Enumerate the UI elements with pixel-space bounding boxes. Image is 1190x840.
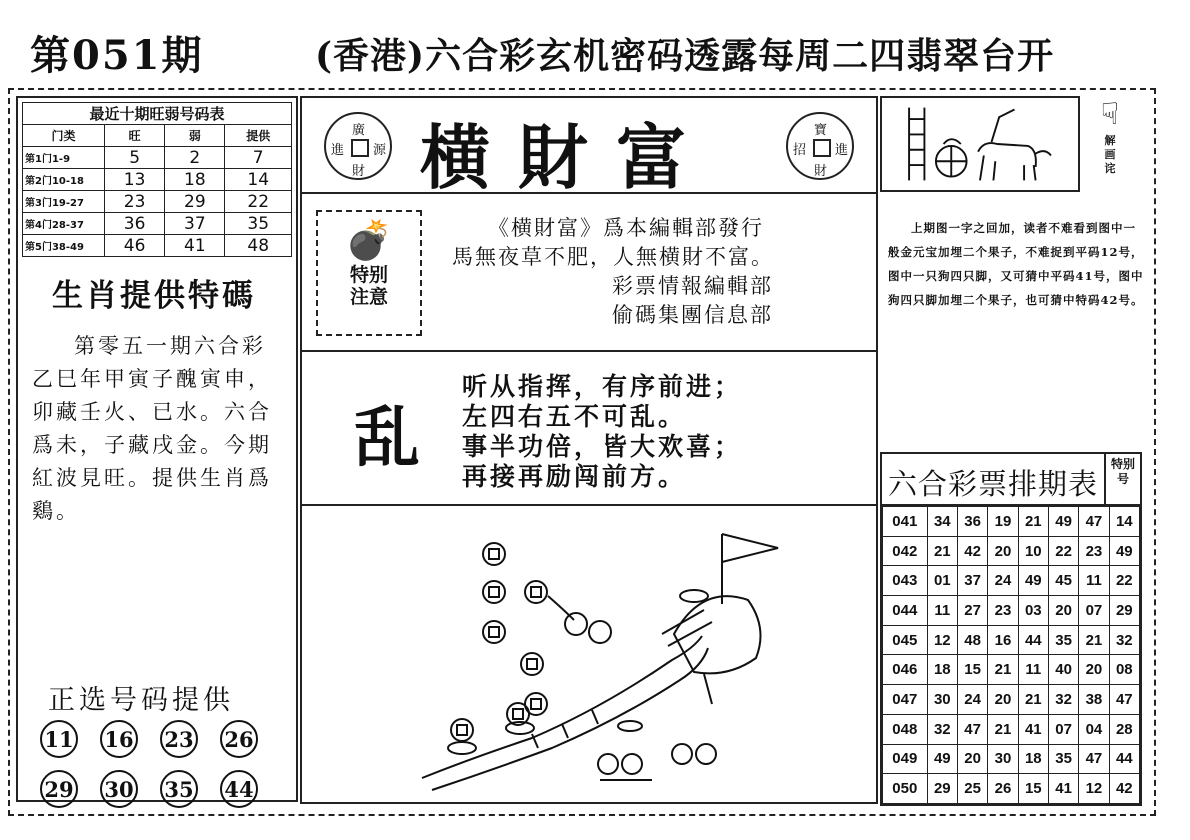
cell: 2	[165, 147, 225, 169]
cell: 5	[105, 147, 165, 169]
column-header: 旺	[105, 125, 165, 147]
draw-number: 01	[927, 566, 957, 596]
special-number: 29	[1109, 596, 1139, 626]
table-row	[883, 596, 1140, 626]
draw-number: 20	[1048, 596, 1078, 626]
middle-column	[300, 96, 878, 804]
cell: 46	[105, 235, 165, 257]
coin-char: 廣	[352, 123, 366, 138]
row-label: 第1门1-9	[23, 147, 105, 169]
draw-number: 24	[957, 685, 987, 715]
issue-number: 046	[883, 655, 928, 685]
number-ball: 44	[220, 770, 258, 808]
poem-lines	[462, 372, 742, 492]
draw-number: 44	[1018, 625, 1048, 655]
column-header: 弱	[165, 125, 225, 147]
issue-number: 042	[883, 536, 928, 566]
header	[30, 18, 1170, 78]
special-number: 28	[1109, 714, 1139, 744]
number-ball: 35	[160, 770, 198, 808]
poem-line: 事半功倍，皆大欢喜；	[462, 432, 743, 461]
table-row	[23, 191, 292, 213]
draw-number: 41	[1048, 774, 1078, 804]
draw-number: 30	[988, 744, 1018, 774]
schedule-title: 六合彩票排期表	[888, 467, 1099, 501]
draw-number: 38	[1079, 685, 1109, 715]
cell: 35	[225, 213, 292, 235]
table-row	[23, 147, 292, 169]
issue-number: 049	[883, 744, 928, 774]
table-caption: 最近十期旺弱号码表	[23, 103, 292, 125]
pointing-hand-icon: ☟	[1100, 97, 1120, 132]
draw-number: 35	[1048, 744, 1078, 774]
draw-number: 23	[988, 596, 1018, 626]
notice-line: 《横財富》爲本編輯部發行	[488, 216, 764, 240]
draw-number: 20	[988, 536, 1018, 566]
cell: 7	[225, 147, 292, 169]
notice-badge	[316, 210, 422, 336]
issue-number: 044	[883, 596, 928, 626]
draw-number: 40	[1048, 655, 1078, 685]
picks-numbers	[40, 720, 280, 808]
poem-section	[302, 354, 876, 506]
draw-number: 16	[988, 625, 1018, 655]
draw-number: 41	[1018, 714, 1048, 744]
issue-number: 043	[883, 566, 928, 596]
cell: 48	[225, 235, 292, 257]
badge-line: 特别	[349, 264, 388, 286]
notice-line: 馬無夜草不肥，人無横財不富。	[452, 245, 774, 269]
poem-line: 再接再励闯前方。	[462, 462, 687, 491]
table-row	[883, 566, 1140, 596]
table-row	[883, 655, 1140, 685]
puzzle-answer: 上期图一字之回加，读者不难看到图中一般金元宝加埋二个果子，不难捉到平码12号，图中一只狗四只脚，又可猜中平码41号，图中狗四只脚加埋二个果子，也可猜中特码42号。	[888, 221, 1144, 307]
special-number: 32	[1109, 625, 1139, 655]
table-row	[23, 235, 292, 257]
draw-number: 24	[988, 566, 1018, 596]
poem-line: 听从指挥，有序前进；	[462, 372, 743, 401]
badge-line: 注意	[349, 286, 388, 308]
table-row	[883, 625, 1140, 655]
draw-number: 48	[957, 625, 987, 655]
cell: 14	[225, 169, 292, 191]
row-label: 第5门38-49	[23, 235, 105, 257]
issue-number: 047	[883, 685, 928, 715]
draw-number: 21	[988, 714, 1018, 744]
draw-number: 21	[988, 655, 1018, 685]
draw-number: 37	[957, 566, 987, 596]
schedule-table	[882, 506, 1140, 804]
special-number: 49	[1109, 536, 1139, 566]
coin-char: 財	[814, 164, 828, 179]
coin-char: 寶	[814, 123, 828, 138]
issue-number: 048	[883, 714, 928, 744]
draw-number: 10	[1018, 536, 1048, 566]
row-label: 第2门10-18	[23, 169, 105, 191]
draw-number: 15	[1018, 774, 1048, 804]
cell: 36	[105, 213, 165, 235]
draw-number: 49	[1018, 566, 1048, 596]
coin-char: 進	[835, 143, 849, 158]
table-row	[23, 213, 292, 235]
coin-char: 源	[373, 143, 387, 158]
bomb-icon: 💣	[345, 218, 393, 262]
issue-number: 045	[883, 625, 928, 655]
number-ball: 11	[40, 720, 78, 758]
table-row	[883, 536, 1140, 566]
banner-title: 横財富	[420, 116, 714, 199]
draw-number: 12	[927, 625, 957, 655]
draw-number: 20	[988, 685, 1018, 715]
draw-number: 18	[927, 655, 957, 685]
draw-number: 47	[957, 714, 987, 744]
column-header: 提供	[225, 125, 292, 147]
table-row	[883, 774, 1140, 804]
draw-number: 49	[927, 744, 957, 774]
page-title: (香港)六合彩玄机密码透露每周二四翡翠台开	[315, 35, 1055, 77]
draw-number: 07	[1079, 596, 1109, 626]
draw-number: 30	[927, 685, 957, 715]
cell: 22	[225, 191, 292, 213]
draw-number: 47	[1079, 507, 1109, 537]
draw-number: 49	[1048, 507, 1078, 537]
poem-line: 左四右五不可乱。	[462, 402, 687, 431]
cell: 23	[105, 191, 165, 213]
number-ball: 30	[100, 770, 138, 808]
notice-line: 彩票情報編輯部	[612, 274, 773, 298]
draw-number: 23	[1079, 536, 1109, 566]
issue-period: 第051期	[30, 32, 204, 79]
draw-number: 07	[1048, 714, 1078, 744]
draw-number: 21	[1079, 625, 1109, 655]
picks-title: 正选号码提供	[48, 685, 234, 716]
puzzle-image	[880, 96, 1080, 192]
special-number: 14	[1109, 507, 1139, 537]
special-number-label: 特别号	[1104, 454, 1140, 504]
hint-label: 解画诧	[1104, 134, 1116, 175]
issue-number: 050	[883, 774, 928, 804]
issue-number: 041	[883, 507, 928, 537]
table-row	[883, 507, 1140, 537]
zodiac-text: 第零五一期六合彩乙巳年甲寅子醜寅申，卯藏壬火、已水。六合爲未，子藏戌金。今期紅波見旺。提供生肖爲鷄。	[32, 334, 272, 523]
puzzle-drawing	[302, 508, 876, 802]
notice-text	[452, 214, 872, 330]
cell: 13	[105, 169, 165, 191]
draw-number: 18	[1018, 744, 1048, 774]
special-number: 42	[1109, 774, 1139, 804]
table-row	[883, 714, 1140, 744]
draw-number: 42	[957, 536, 987, 566]
column-header: 门类	[23, 125, 105, 147]
draw-number: 19	[988, 507, 1018, 537]
draw-number: 21	[1018, 685, 1048, 715]
row-label: 第4门28-37	[23, 213, 105, 235]
cell: 18	[165, 169, 225, 191]
draw-number: 03	[1018, 596, 1048, 626]
table-row	[883, 744, 1140, 774]
draw-number: 26	[988, 774, 1018, 804]
draw-number: 20	[1079, 655, 1109, 685]
draw-number: 25	[957, 774, 987, 804]
number-ball: 29	[40, 770, 78, 808]
table-row	[883, 685, 1140, 715]
cell: 29	[165, 191, 225, 213]
draw-number: 21	[927, 536, 957, 566]
draw-number: 35	[1048, 625, 1078, 655]
draw-number: 32	[927, 714, 957, 744]
draw-number: 27	[957, 596, 987, 626]
recent-numbers-table	[22, 102, 292, 257]
coin-char: 招	[793, 143, 807, 158]
coin-char: 進	[331, 143, 345, 158]
draw-number: 47	[1079, 744, 1109, 774]
coin-char: 財	[352, 164, 366, 179]
draw-schedule	[880, 452, 1142, 806]
draw-number: 22	[1048, 536, 1078, 566]
draw-number: 29	[927, 774, 957, 804]
coin-left-icon	[324, 112, 392, 180]
puzzle-hint	[1082, 96, 1138, 192]
poem-key-char: 乱	[354, 399, 420, 476]
draw-number: 32	[1048, 685, 1078, 715]
draw-number: 15	[957, 655, 987, 685]
banner	[302, 98, 876, 199]
draw-number: 45	[1048, 566, 1078, 596]
draw-number: 11	[1079, 566, 1109, 596]
schedule-header	[882, 454, 1140, 506]
cell: 37	[165, 213, 225, 235]
number-ball: 26	[220, 720, 258, 758]
notice-line: 偷碼集團信息部	[612, 303, 773, 327]
left-column	[16, 96, 298, 802]
draw-number: 11	[927, 596, 957, 626]
number-ball: 16	[100, 720, 138, 758]
draw-number: 21	[1018, 507, 1048, 537]
special-number: 47	[1109, 685, 1139, 715]
draw-number: 34	[927, 507, 957, 537]
special-number: 22	[1109, 566, 1139, 596]
special-number: 44	[1109, 744, 1139, 774]
row-label: 第3门19-27	[23, 191, 105, 213]
notice-section	[302, 196, 876, 352]
draw-number: 36	[957, 507, 987, 537]
draw-number: 12	[1079, 774, 1109, 804]
draw-number: 04	[1079, 714, 1109, 744]
number-ball: 23	[160, 720, 198, 758]
draw-number: 20	[957, 744, 987, 774]
special-number: 08	[1109, 655, 1139, 685]
zodiac-title: 生肖提供特碼	[52, 278, 256, 314]
coin-right-icon	[786, 112, 854, 180]
draw-number: 11	[1018, 655, 1048, 685]
cell: 41	[165, 235, 225, 257]
table-row	[23, 169, 292, 191]
